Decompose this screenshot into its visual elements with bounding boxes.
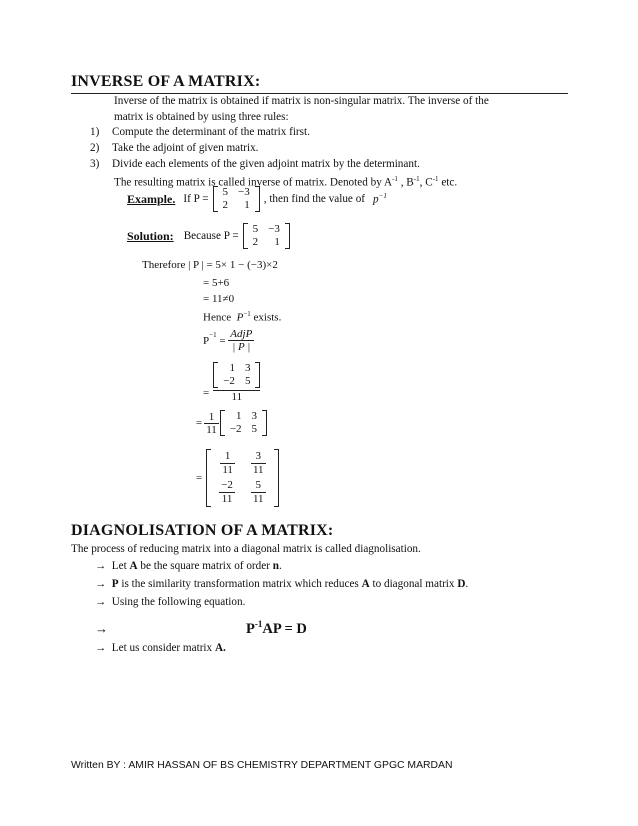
inverse-result: = $\frac{1}{11}$ $\frac{3}{11}$ $\frac{-2}{11}$ $\frac{5}{11}$	[196, 449, 279, 507]
rule-number: 2)	[90, 142, 100, 154]
section-heading-inverse: INVERSE OF A MATRIX:	[71, 73, 261, 90]
diag-bullet: → Let A be the square matrix of order n.	[95, 560, 282, 572]
determinant-step: = 11≠0	[203, 293, 235, 305]
hence-line: Hence $P^{-1}$ exists.	[203, 310, 282, 324]
rule-item	[90, 125, 310, 140]
arrow-icon: →	[95, 578, 107, 590]
inverse-step-fraction: = 1 3 −2 5 11	[203, 362, 260, 403]
example-matrix: 5 −3 2 1	[213, 186, 260, 212]
rule-number: 3)	[90, 158, 100, 170]
inverse-formula: P $^{-1}$ = AdjP | P |	[203, 328, 253, 353]
rule-text: Take the adjoint of given matrix.	[112, 142, 259, 154]
rule-text: Compute the determinant of the matrix first.	[112, 126, 310, 138]
rule-item	[90, 157, 420, 172]
diagonalisation-equation: $P^{-1}AP = D$	[246, 619, 307, 637]
solution-line	[127, 223, 290, 249]
resulting-suffix: etc.	[441, 176, 458, 189]
example-then: , then find the value of	[263, 193, 366, 205]
diag-bullet: → Let us consider matrix A.	[95, 642, 226, 654]
diag-bullet: → P is the similarity transformation matrix which reduces A to diagonal matrix D.	[95, 578, 469, 590]
result-matrix: $\frac{1}{11}$ $\frac{3}{11}$ $\frac{-2}{11}$ $\frac{5}{11}$	[206, 449, 278, 507]
arrow-icon: →	[95, 621, 108, 636]
solution-matrix: 5 −3 2 1	[243, 223, 290, 249]
example-label: Example.	[127, 191, 176, 206]
resulting-text: The resulting matrix is called inverse of matrix. Denoted by A	[114, 176, 393, 189]
rule-number: 1)	[90, 126, 100, 138]
solution-because: Because P =	[183, 230, 239, 242]
inverse-step-scalar: = $\frac{1}{11}$ 1 3 −2 5	[196, 410, 267, 436]
determinant-step: = 5+6	[203, 277, 230, 289]
page-footer: Written BY : AMIR HASSAN OF BS CHEMISTRY DEPARTMENT GPGC MARDAN	[71, 760, 453, 771]
determinant-line: Therefore | P | = 5× 1 − (−3)×2	[142, 259, 278, 271]
resulting-line: The resulting matrix is called inverse of matrix. Denoted by $A^{-1}$ , $B^{-1}$, $C^{-1}$ etc.	[114, 175, 458, 189]
diag-bullet: → Using the following equation.	[95, 596, 246, 608]
section-heading-diagonalisation: DIAGNOLISATION OF A MATRIX:	[71, 522, 334, 539]
example-line	[127, 186, 387, 212]
solution-label: Solution:	[127, 228, 174, 243]
diag-intro: The process of reducing matrix into a diagonal matrix is called diagnolisation.	[71, 543, 421, 555]
adjoint-matrix: 1 3 −2 5	[213, 362, 260, 388]
arrow-icon: →	[95, 642, 107, 654]
arrow-icon: →	[95, 596, 107, 608]
arrow-icon: →	[95, 560, 107, 572]
adjoint-matrix-scaled: 1 3 −2 5	[220, 410, 267, 436]
rule-item	[90, 141, 258, 156]
example-target: $p^{-1}$	[373, 192, 387, 206]
rule-text: Divide each elements of the given adjoint matrix by the determinant.	[112, 158, 420, 170]
intro-line-2: matrix is obtained by using three rules:	[114, 111, 289, 123]
intro-line-1: Inverse of the matrix is obtained if matrix is non-singular matrix. The inverse of the	[114, 95, 489, 107]
example-if: If P =	[183, 193, 209, 205]
